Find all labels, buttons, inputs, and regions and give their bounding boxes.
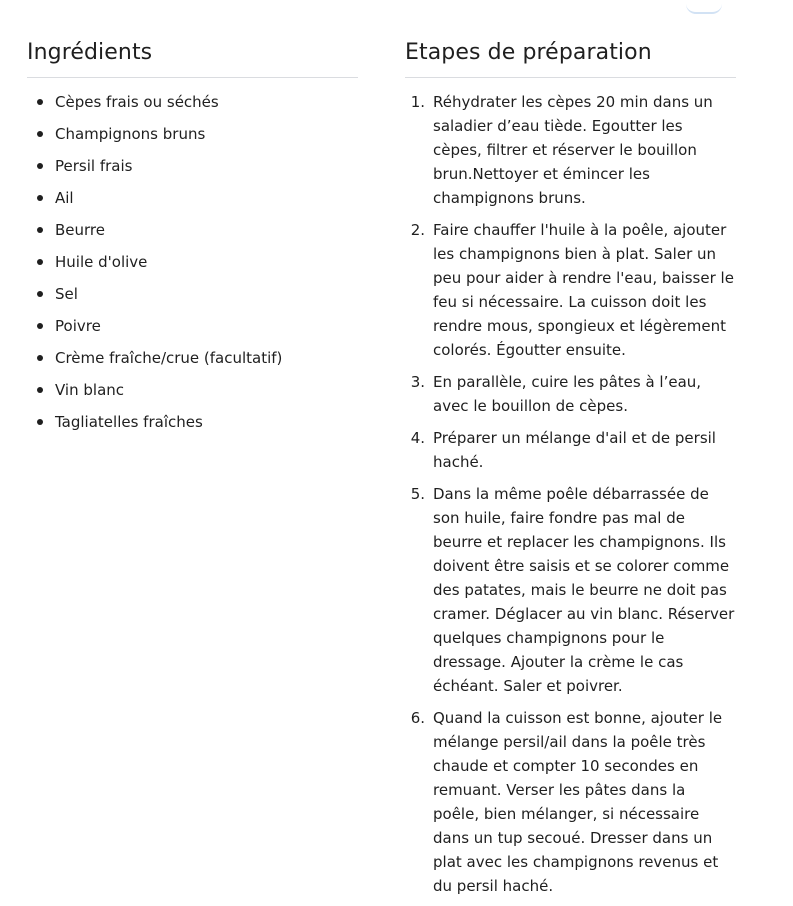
ingredient-item — [27, 378, 358, 402]
ingredient-label: Poivre — [55, 317, 101, 335]
step-number: 4. — [410, 429, 425, 447]
step-item — [405, 426, 736, 474]
bullet-icon — [37, 419, 43, 425]
bullet-icon — [37, 195, 43, 201]
preparation-section — [405, 38, 736, 906]
bullet-icon — [37, 99, 43, 105]
ingredient-label: Beurre — [55, 221, 105, 239]
bullet-icon — [37, 259, 43, 265]
ingredients-section — [27, 38, 358, 442]
step-number: 5. — [410, 485, 425, 503]
ingredient-item — [27, 410, 358, 434]
ingredients-divider — [27, 77, 358, 78]
ingredient-label: Huile d'olive — [55, 253, 148, 271]
step-number: 2. — [410, 221, 425, 239]
step-number: 6. — [410, 709, 425, 727]
step-number: 3. — [410, 373, 425, 391]
step-text: Faire chauffer l'huile à la poêle, ajouter les champignons bien à plat. Saler un peu pour aider à rendre l'eau, baisser le feu si nécessaire. La cuisson doit les rendre mous, spongieux et légèrement colorés. Égoutter ensuite. — [433, 221, 734, 359]
ingredient-item — [27, 122, 358, 146]
ingredient-item — [27, 186, 358, 210]
ingredient-item — [27, 250, 358, 274]
ingredient-label: Persil frais — [55, 157, 133, 175]
step-item — [405, 90, 736, 210]
bullet-icon — [37, 163, 43, 169]
bullet-icon — [37, 131, 43, 137]
ingredient-label: Vin blanc — [55, 381, 125, 399]
preparation-divider — [405, 77, 736, 78]
ingredient-item — [27, 90, 358, 114]
step-item — [405, 482, 736, 698]
ingredient-label: Crème fraîche/crue (facultatif) — [55, 349, 283, 367]
bullet-icon — [37, 291, 43, 297]
bullet-icon — [37, 323, 43, 329]
step-text: Préparer un mélange d'ail et de persil haché. — [433, 429, 716, 471]
ingredient-item — [27, 154, 358, 178]
ingredient-item — [27, 314, 358, 338]
ingredient-label: Ail — [55, 189, 74, 207]
ingredient-label: Champignons bruns — [55, 125, 206, 143]
bullet-icon — [37, 227, 43, 233]
step-text: Dans la même poêle débarrassée de son huile, faire fondre pas mal de beurre et replacer les champignons. Ils doivent être saisis et se colorer comme des patates, mais le beurre ne doit pas cramer. Déglacer au vin blanc. Réserver quelques champignons pour le dressage. Ajouter la crème le cas échéant. Saler et poivrer. — [433, 485, 735, 695]
step-text: Quand la cuisson est bonne, ajouter le mélange persil/ail dans la poêle très chaude et compter 10 secondes en remuant. Verser les pâtes dans la poêle, bien mélanger, si nécessaire dans un tup secoué. Dresser dans un plat avec les champignons revenus et du persil haché. — [433, 709, 723, 895]
ingredient-item — [27, 346, 358, 370]
ingredient-item — [27, 218, 358, 242]
step-item — [405, 706, 736, 898]
step-number: 1. — [410, 93, 425, 111]
step-text: Réhydrater les cèpes 20 min dans un saladier d’eau tiède. Egoutter les cèpes, filtrer et réserver le bouillon brun.Nettoyer et émincer les champignons bruns. — [433, 93, 713, 207]
step-text: En parallèle, cuire les pâtes à l’eau, avec le bouillon de cèpes. — [433, 373, 702, 415]
ingredients-title: Ingrédients — [27, 40, 153, 65]
scroll-edge-decoration — [686, 4, 722, 14]
preparation-steps-list — [405, 90, 736, 898]
ingredients-list — [27, 90, 358, 434]
ingredient-label: Tagliatelles fraîches — [55, 413, 203, 431]
preparation-title: Etapes de préparation — [405, 40, 652, 65]
step-item — [405, 218, 736, 362]
bullet-icon — [37, 355, 43, 361]
step-item — [405, 370, 736, 418]
ingredient-item — [27, 282, 358, 306]
ingredient-label: Sel — [55, 285, 78, 303]
bullet-icon — [37, 387, 43, 393]
ingredient-label: Cèpes frais ou séchés — [55, 93, 219, 111]
